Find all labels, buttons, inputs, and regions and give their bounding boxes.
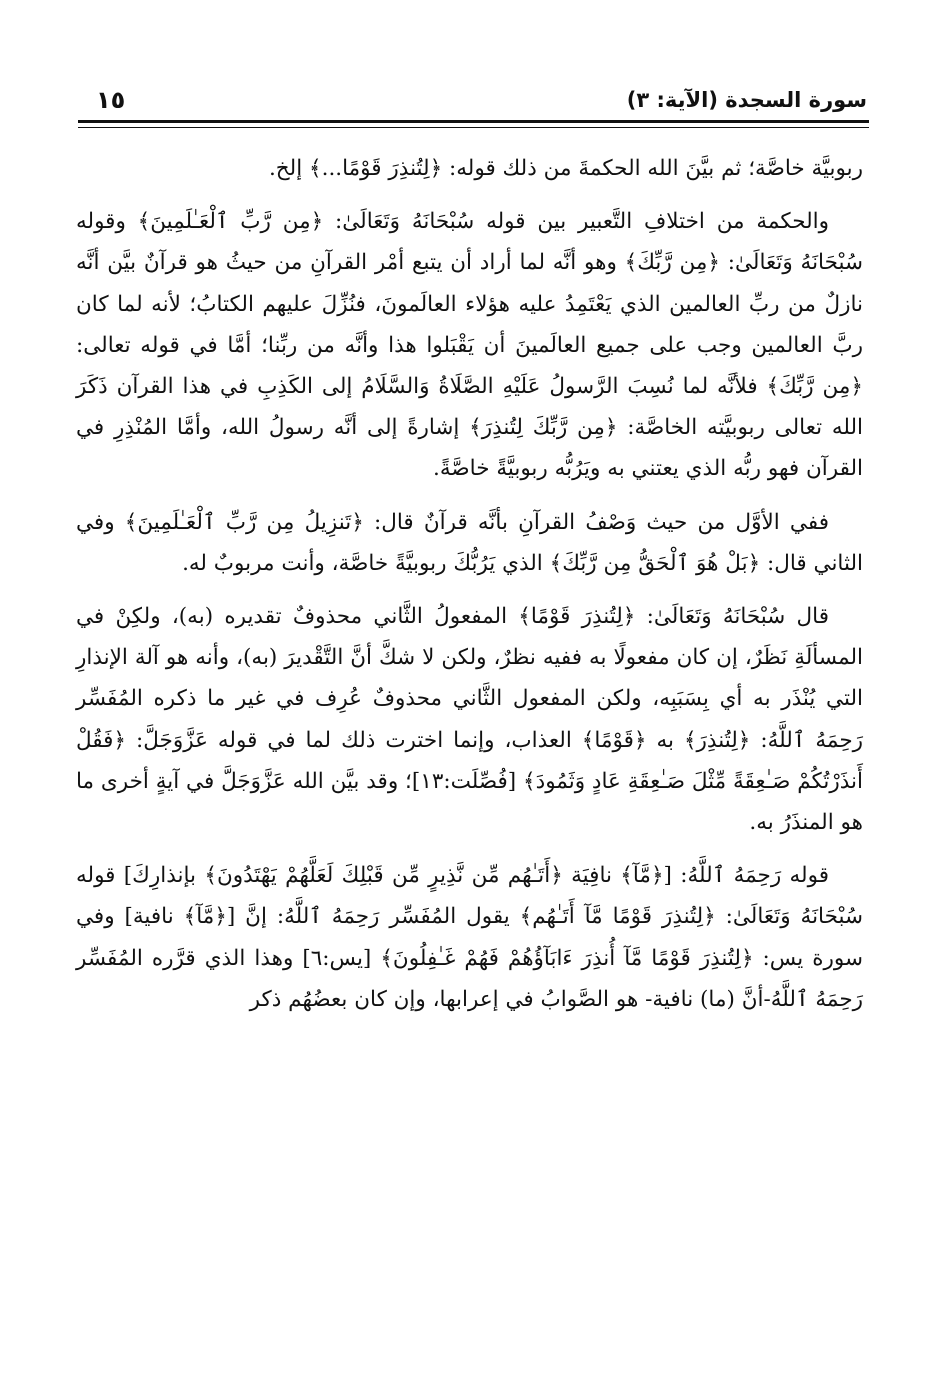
paragraph-2: والحكمة من اختلافِ التَّعبير بين قوله سُبْحَانَهُ وَتَعَالَىٰ: ﴿مِن رَّبِّ ٱلْعَـٰلَمِينَ﴾ وقوله سُبْحَانَهُ وَتَعَالَىٰ: ﴿مِن رَّبِّكَ﴾ وهو أنَّه لما أراد أن يتبع أمْر القرآنِ من حيثُ هو قرآنٌ بيَّن أنَّه نازلٌ من ربِّ العالمين الذي يَعْتَمِدُ عليه هؤلاء العالَمونَ، فنُزِّلَ عليهم الكتابُ؛ لأنه لما كان ربَّ العالمين وجب على جميع العالَمينَ أن يَقْبَلوا هذا وأنَّه من ربِّنا؛ أمَّا في قوله تعالى: ﴿مِن رَّبِّكَ﴾ فلأنَّه لما نُسِبَ الرَّسولُ عَلَيْهِ الصَّلَاةُ وَالسَّلَامُ إلى الكَذِبِ في هذا القرآن ذَكَرَ الله تعالى ربوبيَّته الخاصَّة: ﴿مِن رَّبِّكَ لِتُنذِرَ﴾ إشارةً إلى أنَّه رسولُ الله، وأمَّا المُنْذِرِ في القرآن فهو ربُّه الذي يعتني به ويَرُبُّه ربوبيَّةً خاصَّةً. [76,209,863,482]
paragraph-5: قوله رَحِمَهُ ٱللَّهُ: [﴿مَّآ﴾ نافِيَة ﴿أَتَـٰهُم مِّن نَّذِيرٍ مِّن قَبْلِكَ لَعَلَّهُمْ يَهْتَدُونَ﴾ بإنذارِكَ] قوله سُبْحَانَهُ وَتَعَالَىٰ: ﴿لِتُنذِرَ قَوْمًا مَّآ أَتَـٰهُم﴾ يقول المُفَسِّر رَحِمَهُ ٱللَّهُ: إنَّ [﴿مَّآ﴾ نافية] وفي سورة يس: ﴿لِتُنذِرَ قَوْمًا مَّآ أُنذِرَ ءَابَآؤُهُمْ فَهُمْ غَـٰفِلُونَ﴾ [يس:٦] وهذا الذي قرَّره المُفَسِّر رَحِمَهُ ٱللَّهُ-أنَّ (ما) نافية- هو الصَّوابُ في إعرابها، وإن كان بعضُهُم ذكر [76,863,863,1012]
body-text [76,148,863,1032]
paragraph-4: قال سُبْحَانَهُ وَتَعَالَىٰ: ﴿لِتُنذِرَ قَوْمًا﴾ المفعولُ الثَّاني محذوفٌ تقديره (به)، ولكِنْ في المسألَةِ نَظَرٌ، إن كان مفعولًا به ففيه نظرٌ، ولكن لا شكَّ أنَّ التَّقْديرَ (به)، وأنه هو آلة الإنذارِ التي يُنْذَر به أي بِسَبَبِه، ولكن المفعول الثَّاني محذوفٌ عُرِف في غير ما ذكره المُفَسِّر رَحِمَهُ ٱللَّهُ: ﴿لِتُنذِرَ﴾ به ﴿قَوْمًا﴾ العذاب، وإنما اخترت ذلك لما في قوله عَزَّوَجَلَّ: ﴿فَقُلْ أَنذَرْتُكُمْ صَـٰعِقَةً مِّثْلَ صَـٰعِقَةِ عَادٍ وَثَمُودَ﴾ [فُصِّلَت:١٣]؛ وقد بيَّن الله عَزَّوَجَلَّ في آيةٍ أخرى ما هو المنذَرُ به. [76,604,863,836]
page-header [78,84,869,124]
page-number: ١٥ [96,86,126,114]
header-rule-thin [78,127,869,128]
paragraph-3: ففي الأوَّل من حيث وَصْفُ القرآنِ بأنَّه قرآنٌ قال: ﴿تَنزِيلُ مِن رَّبِّ ٱلْعَـٰلَمِينَ﴾ وفي الثاني قال: ﴿بَلْ هُوَ ٱلْحَقُّ مِن رَّبِّكَ﴾ الذي يَرُبُّكَ ربوبيَّةً خاصَّة، وأنت مربوبٌ له. [76,509,863,576]
header-rule-thick [78,120,869,123]
running-title: سورة السجدة (الآية: ٣) [626,88,867,112]
paragraph-1: ربوبيَّة خاصَّة؛ ثم بيَّنَ الله الحكمةَ من ذلك قوله: ﴿لِتُنذِرَ قَوْمًا...﴾ إلخ. [268,156,863,181]
